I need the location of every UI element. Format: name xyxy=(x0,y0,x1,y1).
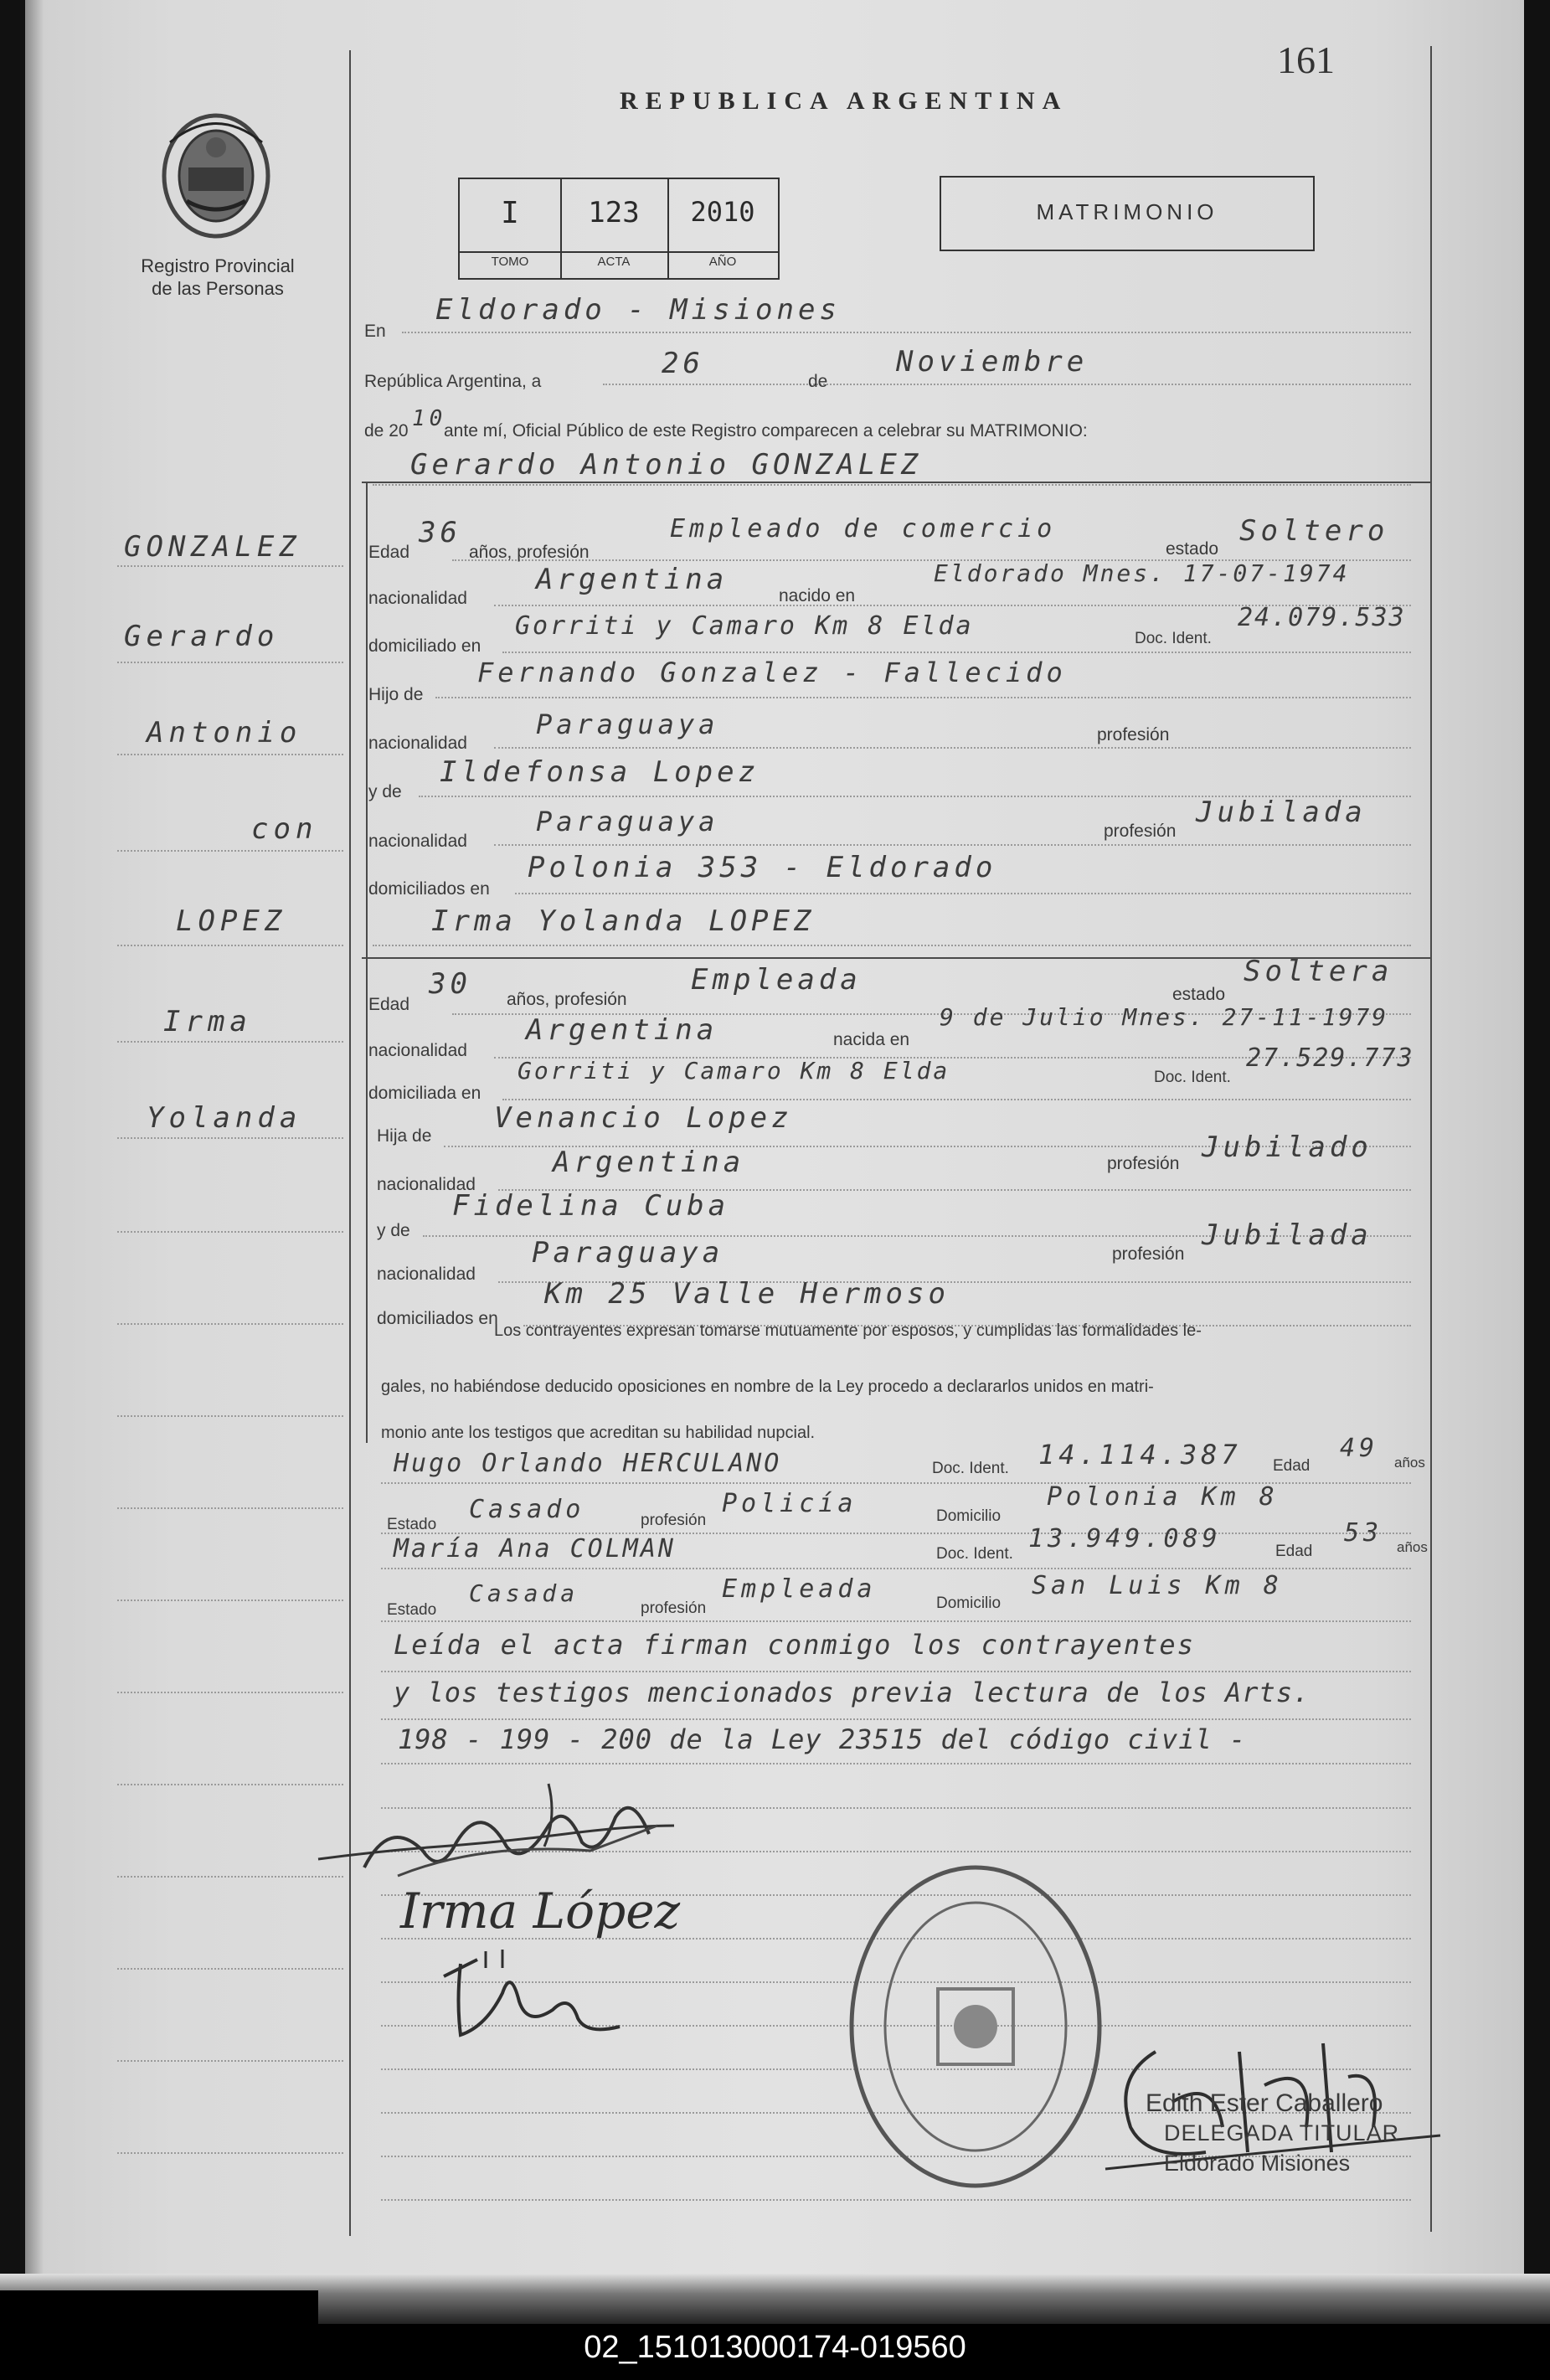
doc-type-box xyxy=(940,176,1315,251)
anio-value: 2010 xyxy=(690,196,755,228)
groom-dom-label: domiciliado en xyxy=(368,636,481,656)
registry-line1: Registro Provincial xyxy=(141,255,295,276)
witness2-estado: Casada xyxy=(469,1579,579,1607)
rule xyxy=(117,1415,343,1418)
bride-madre: Fidelina Cuba xyxy=(452,1189,730,1223)
margin-line5: LOPEZ xyxy=(176,904,287,938)
tomo-value: I xyxy=(501,196,519,230)
page-number: 161 xyxy=(1277,39,1335,81)
bride-padre-nac: Argentina xyxy=(553,1146,745,1179)
groom-doc-label: Doc. Ident. xyxy=(1135,630,1212,647)
bride-estado: Soltera xyxy=(1244,955,1393,988)
rule xyxy=(373,945,1411,947)
witness1-prof-label: profesión xyxy=(641,1512,707,1529)
margin-line7: Yolanda xyxy=(147,1101,302,1135)
rule xyxy=(117,1968,343,1970)
witness2-dom-label: Domicilio xyxy=(936,1594,1002,1612)
witness1-estado: Casado xyxy=(469,1495,585,1524)
groom-padre: Fernando Gonzalez - Fallecido xyxy=(477,657,1067,688)
inner-left-line xyxy=(366,482,368,1443)
acta-value: 123 xyxy=(588,196,640,229)
rule xyxy=(381,1568,1411,1570)
groom-madre-nac-label: nacionalidad xyxy=(368,832,467,851)
declaration-line1: Los contrayentes expresan tomarse mutuamente por esposos, y cumplidas las formalidades le- xyxy=(494,1321,1202,1340)
rule xyxy=(117,1323,343,1326)
groom-madre-nac: Paraguaya xyxy=(536,806,719,837)
closing-line1: Leída el acta firman conmigo los contrayentes xyxy=(394,1629,1195,1661)
bride-profesion: Empleada xyxy=(691,963,862,997)
rule xyxy=(373,484,1411,487)
groom-madre: Ildefonsa Lopez xyxy=(440,755,760,789)
bride-padres-dom: Km 25 Valle Hermoso xyxy=(544,1277,950,1311)
rule xyxy=(603,384,1411,386)
rule xyxy=(117,1041,343,1043)
header-title: REPUBLICA ARGENTINA xyxy=(620,87,1069,115)
closing-line3: 198 - 199 - 200 de la Ley 23515 del código civil - xyxy=(398,1723,1247,1755)
rule xyxy=(117,1600,343,1602)
bride-madre-nac-label: nacionalidad xyxy=(377,1265,476,1284)
bride-estado-label: estado xyxy=(1172,985,1226,1004)
dark-corner xyxy=(0,2290,318,2324)
footer-id: 02_151013000174-019560 xyxy=(584,2330,966,2365)
rule xyxy=(117,1784,343,1786)
republica-label: República Argentina, a xyxy=(364,372,542,391)
groom-hijo-label: Hijo de xyxy=(368,685,424,704)
bride-nacida: 9 de Julio Mnes. 27-11-1979 xyxy=(940,1003,1389,1031)
witness2-doc: 13.949.089 xyxy=(1028,1524,1222,1553)
groom-nacionalidad: Argentina xyxy=(536,563,729,596)
rule xyxy=(117,662,343,664)
intro-text: ante mí, Oficial Público de este Registro comparecen a celebrar su MATRIMONIO: xyxy=(444,421,1088,440)
margin-line2: Gerardo xyxy=(124,620,280,653)
groom-madre-prof: Jubilada xyxy=(1196,796,1367,829)
day-value: 26 xyxy=(662,347,704,380)
groom-edad-label: Edad xyxy=(368,543,410,562)
year-suffix: 10 xyxy=(412,406,447,431)
rule xyxy=(117,2152,343,2155)
groom-estado: Soltero xyxy=(1239,514,1389,548)
registry-seal-icon xyxy=(153,109,279,243)
rule xyxy=(117,1231,343,1234)
signature-bride: Irma López xyxy=(400,1883,681,1940)
rule xyxy=(117,754,343,756)
groom-padre-nac-label: nacionalidad xyxy=(368,734,467,753)
rule xyxy=(494,844,1411,847)
bride-padres-dom-label: domiciliados en xyxy=(377,1309,498,1328)
groom-doc: 24.079.533 xyxy=(1238,603,1406,632)
groom-domicilio: Gorriti y Camaro Km 8 Elda xyxy=(515,611,974,641)
rule xyxy=(381,1718,1411,1721)
rule xyxy=(435,697,1411,699)
witness1-domicilio: Polonia Km 8 xyxy=(1047,1482,1279,1512)
rule xyxy=(402,332,1411,334)
bride-doc-label: Doc. Ident. xyxy=(1154,1069,1231,1086)
signature-groom xyxy=(314,1767,682,1893)
groom-padre-prof-label: profesión xyxy=(1097,725,1170,744)
bride-padre: Venancio Lopez xyxy=(494,1101,793,1135)
rule xyxy=(381,1620,1411,1623)
rule xyxy=(117,1507,343,1510)
groom-nacido: Eldorado Mnes. 17-07-1974 xyxy=(934,559,1350,587)
acta-label: ACTA xyxy=(597,255,631,269)
groom-estado-label: estado xyxy=(1166,539,1219,559)
signature-witness xyxy=(435,1943,645,2052)
bride-nacionalidad: Argentina xyxy=(526,1013,718,1047)
registry-line2: de las Personas xyxy=(152,278,284,299)
witness1-profesion: Policía xyxy=(722,1489,857,1518)
rule xyxy=(494,747,1411,750)
witness1-edad-label: Edad xyxy=(1273,1457,1311,1475)
en-label: En xyxy=(364,322,386,341)
tomo-label: TOMO xyxy=(491,255,529,269)
act-number-box xyxy=(458,178,780,280)
bride-nac-label: nacionalidad xyxy=(368,1041,467,1060)
left-margin-line xyxy=(349,50,351,2236)
rule xyxy=(117,565,343,568)
bride-domicilio: Gorriti y Camaro Km 8 Elda xyxy=(518,1057,950,1084)
binding-edge xyxy=(25,0,44,2274)
bride-madre-prof: Jubilada xyxy=(1202,1218,1372,1252)
margin-line4: con xyxy=(251,812,318,846)
rule xyxy=(117,1137,343,1140)
rule xyxy=(381,1763,1411,1765)
groom-edad: 36 xyxy=(419,516,461,549)
rule xyxy=(117,1692,343,1694)
bride-padre-nac-label: nacionalidad xyxy=(377,1175,476,1194)
bride-edad: 30 xyxy=(429,967,471,1001)
de-label: de xyxy=(808,372,828,391)
groom-padres-dom-label: domiciliados en xyxy=(368,879,490,899)
rule xyxy=(381,1671,1411,1673)
bride-doc: 27.529.773 xyxy=(1246,1043,1414,1073)
witness1-edad: 49 xyxy=(1340,1434,1379,1463)
witness1-dom-label: Domicilio xyxy=(936,1507,1002,1525)
witness2-doc-label: Doc. Ident. xyxy=(936,1545,1013,1563)
groom-section-line xyxy=(362,482,1430,483)
rule xyxy=(381,2199,1411,2202)
witness2-domicilio: San Luis Km 8 xyxy=(1032,1571,1283,1600)
witness1-estado-label: Estado xyxy=(387,1516,437,1533)
closing-line2: y los testigos mencionados previa lectura de los Arts. xyxy=(394,1677,1311,1708)
place-value: Eldorado - Misiones xyxy=(435,293,841,327)
month-value: Noviembre xyxy=(896,345,1089,379)
rule xyxy=(502,652,1411,654)
bride-dom-label: domiciliada en xyxy=(368,1084,481,1103)
margin-line3: Antonio xyxy=(147,716,302,750)
witness2-estado-label: Estado xyxy=(387,1601,437,1619)
bride-profesion-label: años, profesión xyxy=(507,990,627,1009)
doc-type: MATRIMONIO xyxy=(1036,199,1218,224)
groom-yde-label: y de xyxy=(368,782,402,801)
margin-line6: Irma xyxy=(163,1005,252,1038)
witness2-profesion: Empleada xyxy=(722,1574,877,1604)
bride-padre-prof-label: profesión xyxy=(1107,1154,1180,1173)
anio-label: AÑO xyxy=(708,255,737,269)
groom-madre-prof-label: profesión xyxy=(1104,822,1177,841)
witness1-doc: 14.114.387 xyxy=(1038,1439,1242,1471)
stamp-title: DELEGADA TITULAR xyxy=(1164,2120,1400,2146)
bride-hija-label: Hija de xyxy=(377,1126,432,1146)
groom-profesion-label: años, profesión xyxy=(469,543,590,562)
witness2-anios-label: años xyxy=(1397,1539,1428,1555)
bride-madre-nac: Paraguaya xyxy=(532,1236,724,1270)
groom-padre-nac: Paraguaya xyxy=(536,708,719,740)
bride-edad-label: Edad xyxy=(368,995,410,1014)
round-seal-icon xyxy=(846,1859,1105,2194)
bride-padre-prof: Jubilado xyxy=(1202,1131,1372,1164)
witness2-name: María Ana COLMAN xyxy=(394,1534,676,1563)
witness1-anios-label: años xyxy=(1394,1455,1425,1471)
bride-madre-prof-label: profesión xyxy=(1112,1244,1185,1264)
rule xyxy=(117,945,343,947)
margin-line1: GONZALEZ xyxy=(124,530,301,564)
bride-full-name: Irma Yolanda LOPEZ xyxy=(431,904,816,938)
groom-padres-dom: Polonia 353 - Eldorado xyxy=(528,851,997,884)
stamp-name: Edith Ester Caballero xyxy=(1146,2089,1383,2117)
witness2-edad: 53 xyxy=(1344,1518,1383,1548)
stamp-place: Eldorado Misiones xyxy=(1164,2151,1351,2176)
groom-nac-label: nacionalidad xyxy=(368,589,467,608)
de20-label: de 20 xyxy=(364,421,409,440)
rule xyxy=(117,2060,343,2063)
groom-profesion: Empleado de comercio xyxy=(670,514,1057,543)
declaration-line2: gales, no habiéndose deducido oposiciones en nombre de la Ley procedo a declararlos unidos en matri- xyxy=(381,1378,1154,1396)
witness1-name: Hugo Orlando HERCULANO xyxy=(394,1449,782,1478)
witness1-doc-label: Doc. Ident. xyxy=(932,1460,1009,1477)
rule xyxy=(117,850,343,853)
right-margin-line xyxy=(1430,46,1432,2232)
bride-yde-label: y de xyxy=(377,1221,410,1240)
rule xyxy=(515,893,1411,895)
bride-nacida-label: nacida en xyxy=(833,1030,910,1049)
rule xyxy=(117,1876,343,1878)
groom-nacido-label: nacido en xyxy=(779,586,856,605)
witness2-edad-label: Edad xyxy=(1275,1543,1313,1560)
declaration-line3: monio ante los testigos que acreditan su habilidad nupcial. xyxy=(381,1424,816,1442)
groom-full-name: Gerardo Antonio GONZALEZ xyxy=(410,448,923,482)
witness2-prof-label: profesión xyxy=(641,1600,707,1617)
